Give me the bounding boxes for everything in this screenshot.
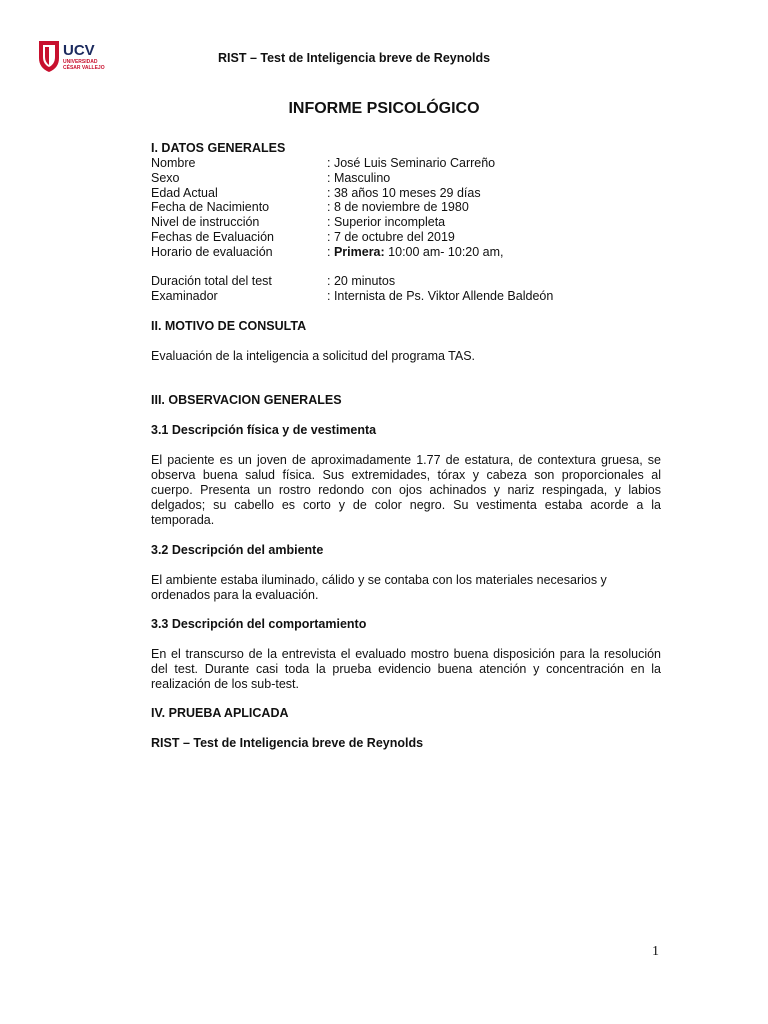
field-row-edad	[151, 186, 671, 201]
field-value: : Masculino	[327, 170, 391, 185]
field-label: Edad Actual	[151, 185, 218, 200]
logo-subtext-1: UNIVERSIDAD	[63, 59, 98, 65]
field-label: Horario de evaluación	[151, 244, 273, 259]
field-value-rest: 10:00 am- 10:20 am,	[384, 244, 504, 259]
field-value: : 7 de octubre del 2019	[327, 229, 455, 244]
field-value: : 38 años 10 meses 29 días	[327, 185, 481, 200]
section-heading-datos-generales: I. DATOS GENERALES	[151, 141, 286, 155]
descripcion-comportamiento-text: En el transcurso de la entrevista el evaluado mostro buena disposición para la resolución del test. Durante casi toda la prueba evidencio buena atención y concentración en la realización de los sub-test.	[151, 647, 661, 691]
field-label: Examinador	[151, 289, 218, 304]
field-row-duracion	[151, 274, 671, 289]
field-row-nombre	[151, 156, 671, 171]
prueba-name: RIST – Test de Inteligencia breve de Reynolds	[151, 736, 424, 750]
page-number: 1	[652, 944, 659, 959]
subheading-descripcion-ambiente: 3.2 Descripción del ambiente	[151, 543, 324, 557]
datos-generales-fields	[151, 156, 671, 304]
field-label: Fecha de Nacimiento	[151, 200, 270, 215]
field-label: Nombre	[151, 156, 196, 170]
section-heading-prueba: IV. PRUEBA APLICADA	[151, 706, 289, 720]
header-title: RIST – Test de Inteligencia breve de Reynolds	[218, 51, 491, 65]
field-row-examinador	[151, 289, 671, 304]
subheading-descripcion-comportamiento: 3.3 Descripción del comportamiento	[151, 617, 367, 631]
field-row-sexo	[151, 171, 671, 186]
field-row-horario	[151, 245, 671, 260]
logo-subtext-2: CÉSAR VALLEJO	[63, 65, 105, 71]
field-row-fecha-nacimiento	[151, 200, 671, 215]
field-label: Fechas de Evaluación	[151, 229, 274, 244]
field-label: Nivel de instrucción	[151, 215, 260, 230]
field-row-nivel-instruccion	[151, 215, 671, 230]
section-heading-motivo: II. MOTIVO DE CONSULTA	[151, 319, 307, 333]
field-value-bold: Primera:	[333, 244, 385, 259]
motivo-text: Evaluación de la inteligencia a solicitud del programa TAS.	[151, 349, 476, 363]
field-value	[327, 245, 671, 260]
descripcion-ambiente-text: El ambiente estaba iluminado, cálido y se contaba con los materiales necesarios y ordenados para la evaluación.	[151, 573, 607, 602]
field-value: : 8 de noviembre de 1980	[327, 200, 469, 215]
field-value: : José Luis Seminario Carreño	[327, 156, 496, 170]
field-value: : Internista de Ps. Viktor Allende Baldeón	[327, 289, 554, 304]
field-value-prefix: :	[327, 244, 334, 259]
field-row-fechas-evaluacion	[151, 230, 671, 245]
field-label: Sexo	[151, 170, 180, 185]
ucv-shield-icon	[38, 38, 110, 74]
report-title: INFORME PSICOLÓGICO	[288, 100, 480, 117]
subheading-descripcion-fisica: 3.1 Descripción física y de vestimenta	[151, 423, 377, 437]
field-value: : Superior incompleta	[327, 215, 446, 230]
logo-text: UCV	[63, 42, 95, 59]
descripcion-fisica-text: El paciente es un joven de aproximadamente 1.77 de estatura, de contextura gruesa, se observa buena salud física. Sus extremidades, tórax y cabeza son proporcionales al cuerpo. Presenta un rostro redondo con ojos achinados y nariz respingada, y labios delgados; su cabello es corto y de color negro. Su vestimenta estaba acorde a la temporada.	[151, 453, 661, 527]
section-heading-observacion: III. OBSERVACION GENERALES	[151, 393, 342, 407]
field-value: : 20 minutos	[327, 274, 396, 289]
ucv-logo	[38, 38, 110, 74]
field-label: Duración total del test	[151, 274, 272, 289]
